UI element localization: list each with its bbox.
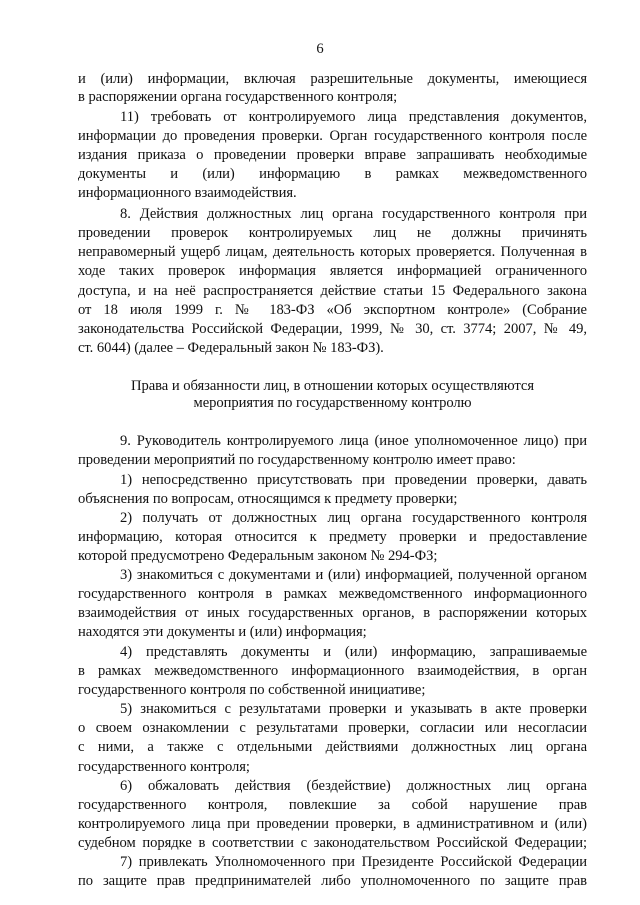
text-line: в распоряжении органа государственного контроля; xyxy=(78,89,398,105)
text-line: которой предусмотрено Федеральным законом № 294-ФЗ; xyxy=(78,548,438,564)
text-line: и (или) информации, включая разрешительные документы, имеющиеся xyxy=(78,71,587,87)
text-line: документы и (или) информацию в рамках межведомственного xyxy=(78,166,587,182)
text-line: государственного контроля; xyxy=(78,759,250,775)
text-line: информацию, которая относится к предмету проверки и предоставление xyxy=(78,529,587,545)
text-line: издания приказа о проведении проверки вправе запрашивать необходимые xyxy=(78,147,587,163)
text-line: с ними, а также с отдельными действиями должностных лиц органа xyxy=(78,739,587,755)
text-line: проведении мероприятий по государственному контролю имеет право: xyxy=(78,452,516,468)
text-line: от 18 июля 1999 г. № 183-ФЗ «Об экспортном контроле» (Собрание xyxy=(78,302,587,318)
text-line: 2) получать от должностных лиц органа государственного контроля xyxy=(120,510,587,526)
text-line: 1) непосредственно присутствовать при проведении проверки, давать xyxy=(120,472,587,488)
section-heading-line: мероприятия по государственному контролю xyxy=(193,395,472,411)
text-line: неправомерный ущерб лицам, деятельность которых проверяется. Полученная в xyxy=(78,244,587,260)
text-line: информации до проведения проверки. Орган государственного контроля после xyxy=(78,128,587,144)
text-line: ст. 6044) (далее – Федеральный закон № 183-ФЗ). xyxy=(78,340,384,356)
text-line: 8. Действия должностных лиц органа государственного контроля при xyxy=(120,206,587,222)
text-line: взаимодействия от иных государственных органов, в распоряжении которых xyxy=(78,605,587,621)
text-line: ходе таких проверок информация является информацией ограниченного xyxy=(78,263,587,279)
text-line: доступа, и на неё распространяется действие статьи 15 Федерального закона xyxy=(78,283,587,299)
text-line: государственного контроля, повлекшие за собой нарушение прав xyxy=(78,797,587,813)
text-line: объяснения по вопросам, относящимся к предмету проверки; xyxy=(78,491,458,507)
text-line: 4) представлять документы и (или) информацию, запрашиваемые xyxy=(120,644,587,660)
text-line: проведении проверок контролируемых лиц не должны причинять xyxy=(78,225,587,241)
text-line: 7) привлекать Уполномоченного при Президенте Российской Федерации xyxy=(120,854,587,870)
text-line: судебном порядке в соответствии с законодательством Российской Федерации; xyxy=(78,835,587,851)
section-heading-line: Права и обязанности лиц, в отношении которых осуществляются xyxy=(131,378,534,394)
page-number: 6 xyxy=(316,41,324,57)
text-line: 11) требовать от контролируемого лица представления документов, xyxy=(120,109,587,125)
text-line: законодательства Российской Федерации, 1999, № 30, ст. 3774; 2007, № 49, xyxy=(78,321,587,337)
text-line: 9. Руководитель контролируемого лица (иное уполномоченное лицо) при xyxy=(120,433,587,449)
text-line: по защите прав предпринимателей либо уполномоченного по защите прав xyxy=(78,873,587,889)
text-line: государственного контроля в рамках межведомственного информационного xyxy=(78,586,587,602)
text-line: в рамках межведомственного информационного взаимодействия, в орган xyxy=(78,663,587,679)
text-line: 5) знакомиться с результатами проверки и указывать в акте проверки xyxy=(120,701,587,717)
text-line: контролируемого лица при проведении проверки, в административном и (или) xyxy=(78,816,587,832)
text-line: информационного взаимодействия. xyxy=(78,185,297,201)
text-line: государственного контроля по собственной инициативе; xyxy=(78,682,426,698)
text-line: о своем ознакомлении с результатами проверки, согласии или несогласии xyxy=(78,720,587,736)
text-line: находятся эти документы и (или) информация; xyxy=(78,624,367,640)
text-line: 3) знакомиться с документами и (или) информацией, полученной органом xyxy=(120,567,587,583)
text-line: 6) обжаловать действия (бездействие) должностных лиц органа xyxy=(120,778,587,794)
